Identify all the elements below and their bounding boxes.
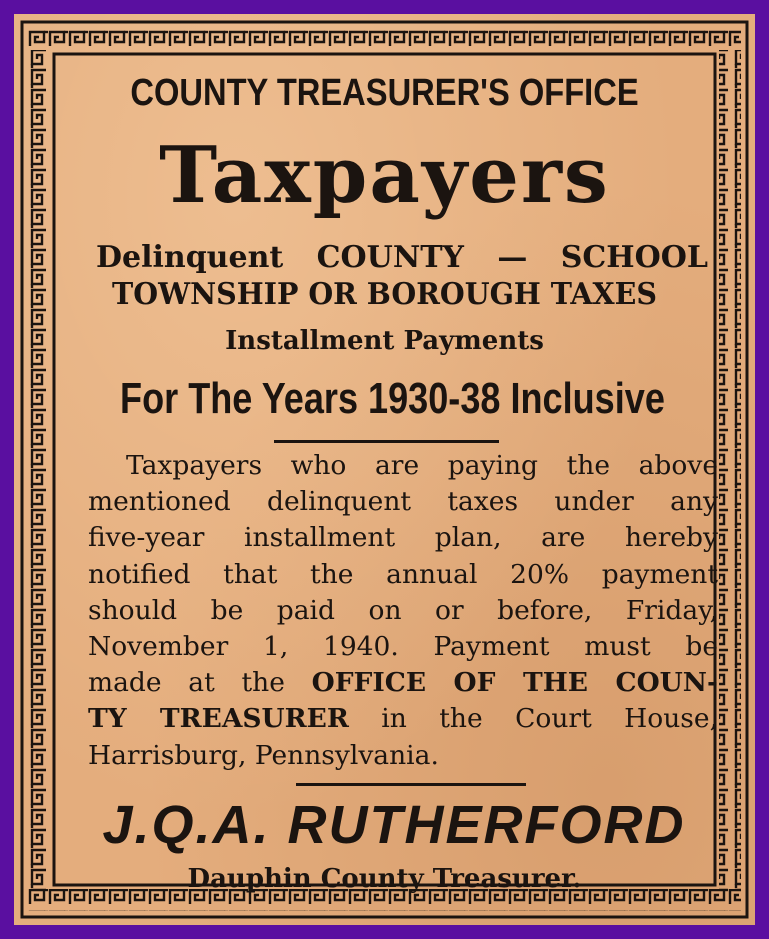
office-name-bold: TY TREASURER bbox=[88, 703, 349, 735]
body-line: five-year installment plan, are hereby bbox=[88, 522, 718, 554]
body-line-text: November 1, 1940. Payment must be bbox=[88, 631, 718, 663]
body-line: Taxpayers who are paying the above bbox=[126, 450, 718, 481]
notice-body bbox=[88, 448, 718, 774]
subject-word-school: SCHOOL bbox=[560, 240, 708, 275]
body-line: should be paid on or before, Friday, bbox=[88, 594, 718, 626]
body-line-text: in the Court House, bbox=[348, 703, 718, 735]
body-line bbox=[88, 701, 718, 737]
body-line: mentioned delinquent taxes under any bbox=[88, 486, 718, 518]
newspaper-clipping bbox=[14, 14, 755, 925]
subject-line-1 bbox=[96, 240, 708, 275]
divider-rule-top bbox=[274, 440, 499, 443]
page-title: Taxpayers bbox=[159, 130, 610, 221]
years-heading: For The Years 1930-38 Inclusive bbox=[120, 374, 665, 423]
treasurer-title: Dauphin County Treasurer. bbox=[187, 864, 582, 894]
installment-heading: Installment Payments bbox=[225, 326, 544, 356]
office-name-bold: OFFICE OF THE COUN- bbox=[311, 667, 718, 699]
body-line-text: made at the bbox=[88, 667, 312, 699]
divider-rule-bottom bbox=[296, 783, 526, 786]
body-line: Harrisburg, Pennsylvania. bbox=[88, 739, 439, 771]
office-heading: COUNTY TREASURER'S OFFICE bbox=[130, 72, 639, 114]
treasurer-signature: J.Q.A. RUTHERFORD bbox=[102, 795, 686, 855]
body-line bbox=[88, 629, 718, 665]
ad-content bbox=[62, 64, 718, 894]
subject-word-delinquent: Delinquent bbox=[96, 240, 284, 275]
body-line bbox=[88, 665, 718, 701]
body-line: notified that the annual 20% payment bbox=[88, 558, 718, 590]
subject-word-county: COUNTY bbox=[316, 240, 464, 275]
subject-dash: — bbox=[497, 240, 528, 275]
subject-line-2: TOWNSHIP OR BOROUGH TAXES bbox=[112, 277, 657, 312]
